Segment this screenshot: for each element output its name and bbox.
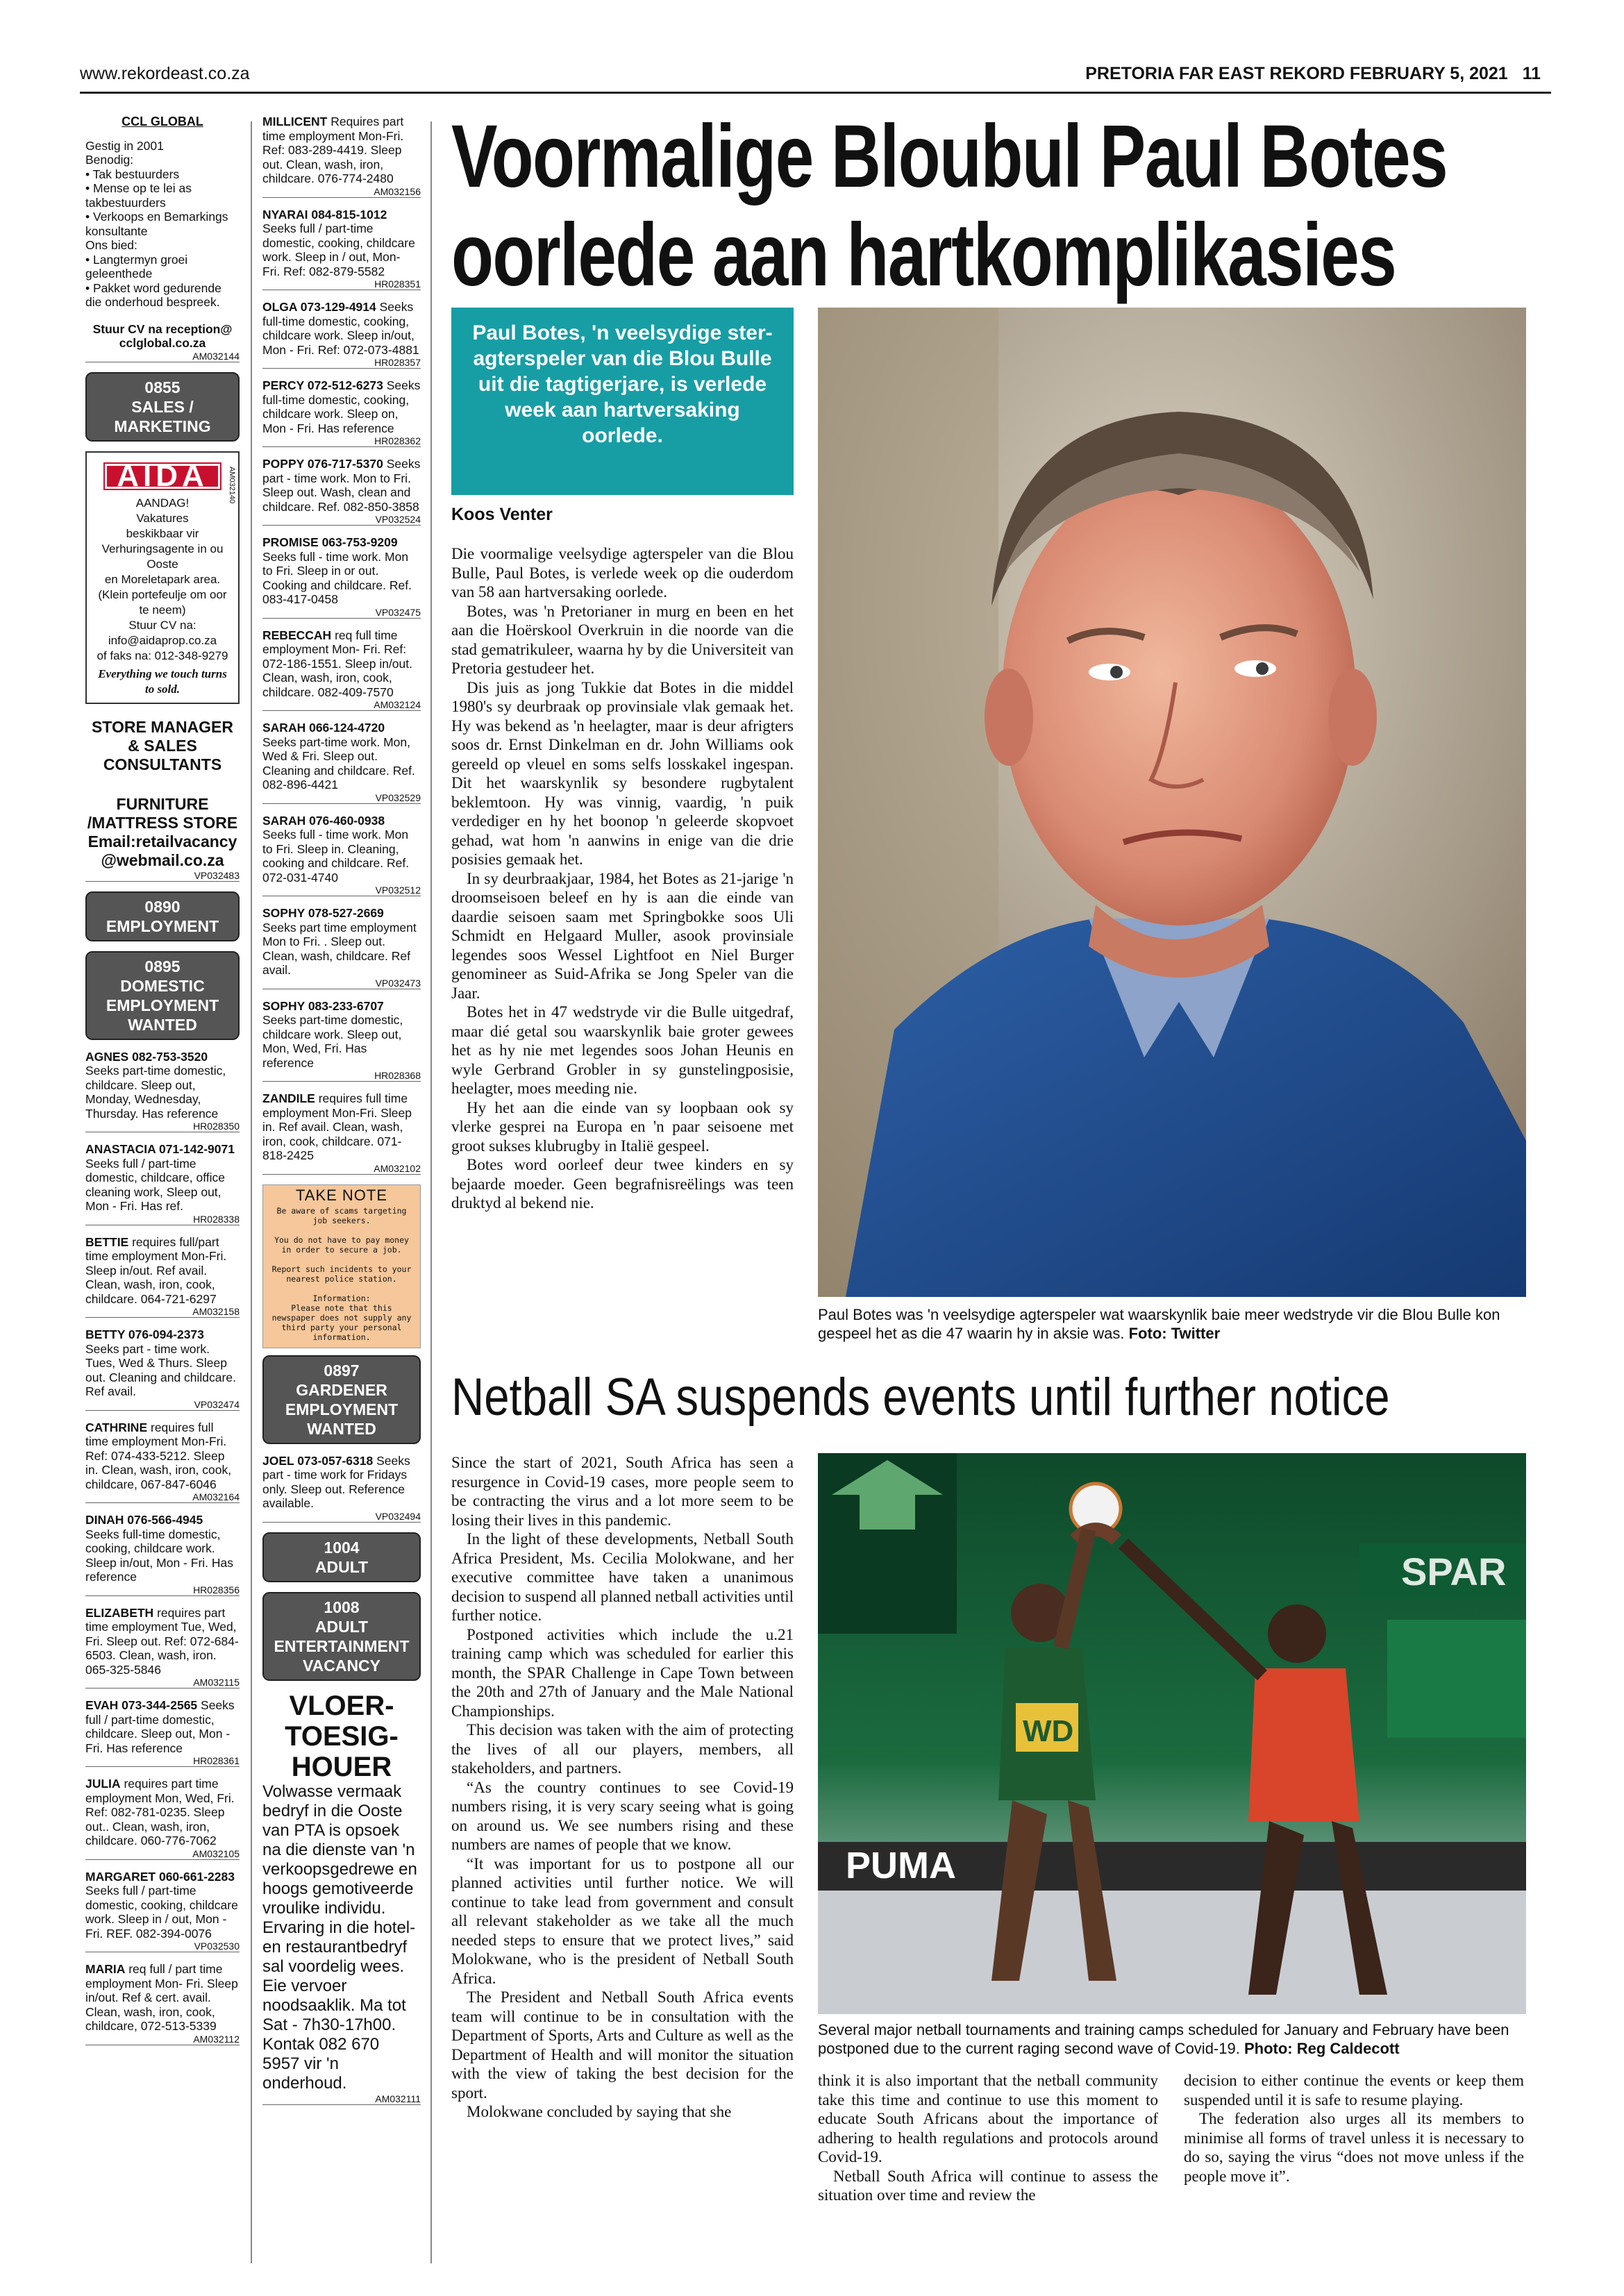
vloer-body: Volwasse vermaak bedryf in die Ooste van PTA is opsoek na die dienste van 'n verkoopsgedrewe en hoogs gemotiveerde vroulike individu. Ervaring in die hotel- en restaurantbedryf sal voordelig wees. Eie vervoer noodsaaklik. Ma tot Sat - 7h30-17h00. Kontak 082 670 5957 vir 'n onderhoud. <box>262 1782 417 2093</box>
classifieds-column-2 <box>262 115 421 2115</box>
ad-reference: VP032474 <box>85 1399 240 1411</box>
website-url[interactable]: www.rekordeast.co.za <box>80 64 250 83</box>
category-label: 1004 ADULT <box>315 1538 369 1576</box>
ad-text: req full / part time employment Mon- Fri. Sleep in/out. Ref & cert. avail. Clean, wash, iron, cook, childcare, 072-513-5339 <box>85 1962 238 2033</box>
ad-name: ELIZABETH <box>85 1605 154 1620</box>
list-item <box>85 1777 240 1860</box>
list-item <box>85 1962 240 2045</box>
article-paragraph: Molokwane concluded by saying that she <box>467 2103 732 2120</box>
ccl-ad <box>85 115 240 362</box>
ad-reference: VP032475 <box>262 607 421 619</box>
ad-reference: VP032512 <box>262 885 421 896</box>
list-item <box>262 628 421 712</box>
article-paragraph: decision to either continue the events or keep them suspended until it is safe to resume playing. <box>1184 2072 1524 2109</box>
page-number: 11 <box>1522 64 1541 83</box>
ad-name: AGNES 082-753-3520 <box>85 1049 208 1064</box>
ad-reference: HR028357 <box>262 357 421 369</box>
ad-reference: AM032111 <box>262 2093 421 2105</box>
domestic-ads-list <box>85 1050 240 2045</box>
list-item <box>262 300 421 369</box>
ad-reference: HR028368 <box>262 1070 421 1082</box>
column-rule <box>251 121 252 2263</box>
ad-reference: VP032473 <box>262 978 421 989</box>
take-note-title: TAKE NOTE <box>295 1186 388 1204</box>
list-item <box>85 1698 240 1767</box>
category-label: 0890 EMPLOYMENT <box>106 897 219 935</box>
ad-reference: VP032483 <box>85 870 240 882</box>
ad-name: PROMISE 063-753-9209 <box>262 535 398 549</box>
aida-body: AANDAG! Vakatures beskikbaar vir Verhuringsagente in ou Ooste en Moreletapark area. (Klein portefeulje om oor te neem) Stuur CV na: info@aidaprop.co.za of faks na: 012-348-9279 <box>97 496 228 662</box>
ad-reference: AM032105 <box>85 1848 240 1860</box>
category-0855[interactable] <box>85 372 240 442</box>
store-title: STORE MANAGER & SALES CONSULTANTS <box>91 717 234 773</box>
article-body-column-2 <box>818 2071 1158 2205</box>
category-label: 0855 SALES / MARKETING <box>114 378 211 435</box>
ad-text: requires full time employment Mon-Fri. Ref: 074-433-5212. Sleep in. Clean, wash, iron, cook, childcare, 067-847-6046 <box>85 1420 232 1491</box>
ad-text: Seeks full / part-time domestic, cooking, childcare work. Sleep in / out, Mon- Fri. Ref: 082-879-5582 <box>262 221 415 278</box>
category-0895[interactable] <box>85 951 240 1040</box>
ad-name: EVAH 073-344-2565 <box>85 1698 198 1712</box>
ad-name: SOPHY 083-233-6707 <box>262 998 384 1013</box>
list-item <box>85 1421 240 1504</box>
classifieds-column-1 <box>85 115 240 2055</box>
ad-reference: VP032529 <box>262 792 421 804</box>
ad-name: PERCY 072-512-6273 <box>262 378 383 392</box>
banner-sponsor: SPAR <box>1401 1550 1507 1593</box>
ad-name: CATHRINE <box>85 1420 148 1434</box>
ccl-contact: Stuur CV na reception@ cclglobal.co.za <box>92 321 233 350</box>
ad-text: requires full time employment Mon-Fri. Sleep in. Ref avail. Clean, wash, iron, cook, childcare. 071-818-2425 <box>262 1091 412 1162</box>
category-label: 0897 GARDENER EMPLOYMENT WANTED <box>285 1361 399 1438</box>
photo-caption <box>818 1305 1526 1343</box>
ad-text: Seeks full / part-time domestic, childcare, office cleaning work, Sleep out, Mon - Fri. Has ref. <box>85 1156 226 1213</box>
ad-text: Seeks part-time domestic, childcare. Sleep out, Monday, Wednesday, Thursday. Has reference <box>85 1064 226 1121</box>
ccl-title: CCL GLOBAL <box>122 115 203 128</box>
category-1008[interactable] <box>262 1592 421 1681</box>
ad-text: Seeks full - time work. Mon to Fri. Sleep in or out. Cooking and childcare. Ref. 083-417-0458 <box>262 549 412 606</box>
photo-credit: Foto: Twitter <box>1128 1325 1221 1342</box>
list-item <box>262 814 421 897</box>
ad-text: Seeks full / part-time domestic, cooking, childcare work. Sleep in / out, Mon - Fri. REF. 082-394-0076 <box>85 1884 238 1941</box>
vloer-title: VLOER- TOESIG- HOUER <box>285 1690 399 1782</box>
ad-name: JOEL 073-057-6318 <box>262 1453 374 1468</box>
category-1004[interactable] <box>262 1532 421 1582</box>
ad-name: BETTY 076-094-2373 <box>85 1327 204 1341</box>
ad-name: SOPHY 078-527-2669 <box>262 906 384 920</box>
player-bib: WD <box>1023 1714 1074 1748</box>
ad-name: POPPY 076-717-5370 <box>262 457 383 471</box>
category-0890[interactable] <box>85 891 240 941</box>
ad-name: MILLICENT <box>262 115 328 128</box>
list-item <box>262 1454 421 1523</box>
article-paragraph: In sy deurbraakjaar, 1984, het Botes as 21-jarige 'n droomseisoen beleef en hy is aan die einde van daardie seisoen saam met Springbokke soos Uli Schmidt en Helgaard Muller, asook provinsiale legendes soos Wessel Lightfoot en Niel Burger genomineer as Suid-Afrika se Jong Speler van die Jaar. <box>451 869 794 1002</box>
header-rule <box>80 92 1551 94</box>
category-0897[interactable] <box>262 1355 421 1444</box>
ad-text: Seeks full - time work. Mon to Fri. Sleep in. Cleaning, cooking and childcare. Ref. 072-031-4740 <box>262 828 410 885</box>
photo-credit: Photo: Reg Caldecott <box>1244 2040 1400 2057</box>
article-paragraph: “It was important for us to postpone all our planned activities until further notice. We will continue to take lead from government and consult all relevant stakeholder as we take all the much needed steps to ensure that we protect lives,” said Molokwane, who is the president of Netball South Africa. <box>451 1854 794 1987</box>
ad-text: Seeks part-time work. Mon, Wed & Fri. Sleep out. Cleaning and childcare. Ref. 082-896-4421 <box>262 735 415 791</box>
ad-reference: AM032112 <box>85 2034 240 2045</box>
article-body <box>451 544 794 1213</box>
article-paragraph: Dis juis as jong Tukkie dat Botes in die middel 1980's sy deurbraak op provinsiale vlak gemaak het. Hy was bekend as 'n heelagter, maar is deur afrigters soos dr. Ernst Dinkelman en dr. John Williams ook gereeld op vleuel en soms selfs losskakel ingespan. Dit het waarskynlik sy besondere rugbytalent beklemtoon. Hy was vinnig, vaardig, 'n puik verdediger en hy het boonop 'n geleerde skopvoet gehad, wat hom 'n aanwins in enige van die drie posisies gemaak het. <box>451 678 794 868</box>
ad-name: JULIA <box>85 1777 121 1791</box>
ad-reference: HR028361 <box>85 1755 240 1767</box>
article-body-column-1 <box>451 1453 794 2122</box>
list-item <box>262 999 421 1082</box>
photo-caption <box>818 2020 1526 2058</box>
caption-text: Several major netball tournaments and training camps scheduled for January and February have been postponed due to the current raging second wave of Covid-19. <box>818 2021 1509 2057</box>
list-item <box>85 1235 240 1318</box>
ad-text: Seeks part-time domestic, childcare work. Sleep out, Mon, Wed, Fri. Has reference <box>262 1013 403 1070</box>
ad-reference: HR028338 <box>85 1214 240 1225</box>
ccl-body: Gestig in 2001 Benodig: • Tak bestuurders • Mense op te lei as takbestuurders • Verkoops en Bemarkings konsultante Ons bied: • Langtermyn groei geleenthede • Pakket word gedurende die onderhoud bespreek. <box>85 138 228 309</box>
take-note-box <box>262 1184 421 1348</box>
ad-reference: AM032164 <box>85 1491 240 1503</box>
category-label: 1008 ADULT ENTERTAINMENT VACANCY <box>274 1598 410 1675</box>
ad-reference: AM032115 <box>85 1677 240 1689</box>
ad-reference: AM032124 <box>262 699 421 711</box>
ad-text: Requires part time employment Mon-Fri. Ref: 083-289-4419. Sleep out. Clean, wash, iron, childcare. 076-774-2480 <box>262 115 404 185</box>
ad-reference: AM032158 <box>85 1306 240 1318</box>
ad-name: NYARAI 084-815-1012 <box>262 207 387 221</box>
ad-name: REBECCAH <box>262 628 332 642</box>
ad-reference: HR028356 <box>85 1584 240 1596</box>
article-paragraph: Hy het aan die einde van sy loopbaan ook sy vlerke gesprei na Europa en 'n paar seisoene met groot sukses klubrugby in Italië gespeel. <box>451 1098 794 1155</box>
list-item <box>262 1091 421 1175</box>
ad-reference: AM032102 <box>262 1163 421 1175</box>
article-paragraph: Postponed activities which include the u.21 training camp which was scheduled for earlier this month, the SPAR Challenge in Cape Town between the 20th and 27th of January and the Male National Championships. <box>451 1625 794 1720</box>
article-paragraph: In the light of these developments, Netball South Africa President, Ms. Cecilia Molokwane, and her executive committee have taken a unanimous decision to suspend all planned netball activities until further notice. <box>451 1530 794 1624</box>
domestic-ads-list <box>262 115 421 1175</box>
botes-photo <box>818 308 1526 1297</box>
netball-photo <box>818 1453 1526 2014</box>
ad-text: Seeks full-time domestic, cooking, childcare work. Sleep on, Mon - Fri. Has reference <box>262 378 421 435</box>
store-body: FURNITURE /MATTRESS STORE Email:retailvacancy @webmail.co.za <box>87 794 238 869</box>
publication-date: PRETORIA FAR EAST REKORD FEBRUARY 5, 2021 <box>1085 64 1508 83</box>
list-item <box>85 1327 240 1411</box>
store-ad <box>85 718 240 882</box>
aida-slogan: Everything we touch turns to sold. <box>98 667 227 696</box>
article-paragraph: Botes, was 'n Pretorianer in murg en been en het aan die Hoërskool Overkruin in die noorde van die stad gematrikuleer, waarna hy by die Universiteit van Pretoria gestudeer het. <box>451 602 794 677</box>
article-headline: Netball SA suspends events until further notice <box>451 1368 1390 1427</box>
article-paragraph: The federation also urges all its members to minimise all forms of travel unless it is necessary to do so, saying the virus “does not move unless if the people move it”. <box>1184 2110 1524 2185</box>
article-paragraph: This decision was taken with the aim of protecting the lives of all our players, members, all stakeholders, and partners. <box>451 1721 794 1777</box>
list-item <box>262 457 421 526</box>
category-label: 0895 DOMESTIC EMPLOYMENT WANTED <box>106 957 219 1034</box>
headline-line-1: Voormalige Bloubul Paul Botes <box>451 107 1448 206</box>
list-item <box>262 906 421 989</box>
ad-name: OLGA 073-129-4914 <box>262 300 376 314</box>
column-rule <box>430 121 432 2263</box>
portrait-illustration <box>818 308 1526 1297</box>
ad-reference: HR028362 <box>262 435 421 447</box>
article-paragraph: Since the start of 2021, South Africa has seen a resurgence in Covid-19 cases, more people seem to be contracting the virus and a lot more seem to be losing their lives in this pandemic. <box>451 1454 794 1529</box>
article-deck: Paul Botes, 'n veelsydige ster-agterspeler van die Blou Bulle uit die tagtigerjare, is verlede week aan hartversaking oorlede. <box>451 308 794 495</box>
ad-name: SARAH 076-460-0938 <box>262 813 385 828</box>
article-paragraph: Botes word oorleef deur twee kinders en sy bejaarde moeder. Geen begrafnisreëlings was teen druktyd al bekend nie. <box>451 1156 794 1212</box>
list-item <box>85 1870 240 1953</box>
article-body-column-3 <box>1184 2071 1524 2186</box>
article-paragraph: “As the country continues to see Covid-19 numbers rising, it is very scary seeing what is going on around us. We see numbers rising and these numbers are names of people that we know. <box>451 1778 794 1853</box>
ad-reference: AM032144 <box>85 351 240 362</box>
list-item <box>262 115 421 198</box>
ad-name: ANASTACIA 071-142-9071 <box>85 1142 235 1156</box>
ad-reference: AM032156 <box>262 186 421 198</box>
article-headline <box>451 108 1447 305</box>
take-note-body: Be aware of scams targeting job seekers. You do not have to pay money in order to secure a job. Report such incidents to your nearest police station. Information: Please note that this newspaper does not supply any third party your personal information. <box>271 1205 412 1342</box>
publication-header <box>1085 64 1541 84</box>
ad-reference: VP032530 <box>85 1941 240 1952</box>
aida-logo: AIDA <box>105 464 220 489</box>
ad-reference: AM032140 <box>228 466 236 503</box>
list-item <box>85 1606 240 1689</box>
ad-text: requires part time employment Mon, Wed, Fri. Ref: 082-781-0235. Sleep out.. Clean, wash, iron, childcare. 060-776-7062 <box>85 1777 235 1847</box>
ad-text: Seeks part - time work. Mon to Fri. Sleep out. Wash, clean and childcare. Ref. 082-850-3858 <box>262 457 421 514</box>
ad-text: Seeks full-time domestic, cooking, childcare work. Sleep in/out, Mon - Fri. Has reference <box>85 1527 233 1584</box>
netball-illustration <box>818 1453 1526 2014</box>
ad-reference: VP032524 <box>262 514 421 526</box>
ad-name: DINAH 076-566-4945 <box>85 1513 203 1527</box>
ad-reference: HR028351 <box>262 278 421 290</box>
headline-line-2: oorlede aan hartkomplikasies <box>451 206 1396 305</box>
board-brand: PUMA <box>846 1845 956 1886</box>
caption-text: Paul Botes was 'n veelsydige agterspeler wat waarskynlik baie meer wedstryde vir die Blou Bulle kon gespeel het as die 47 waarin hy in aksie was. <box>818 1306 1500 1342</box>
ad-reference: VP032494 <box>262 1511 421 1523</box>
ad-text: Seeks full-time domestic, cooking, childcare work. Sleep in/out, Mon - Fri. Ref: 072-073-4881 <box>262 300 419 357</box>
ad-name: BETTIE <box>85 1234 129 1249</box>
ad-name: MARIA <box>85 1962 126 1976</box>
article-paragraph: Botes het in 47 wedstryde vir die Bulle uitgedraf, maar dié getal sou waarskynlik baie groter gewees het as hy nie met legendes soos Johan Heunis en wyle Gerbrand Grobler in sy gunstelingposisie, heelagter, moes meeding nie. <box>451 1003 794 1097</box>
article-byline: Koos Venter <box>451 505 553 524</box>
ad-name: ZANDILE <box>262 1091 315 1105</box>
ad-text: requires full/part time employment Mon-Fri. Sleep in/out. Ref avail. Clean, wash, iron, cook, childcare. 064-721-6297 <box>85 1234 227 1306</box>
list-item <box>262 378 421 447</box>
list-item <box>85 1513 240 1596</box>
list-item <box>262 208 421 291</box>
article-paragraph: Netball South Africa will continue to assess the situation over time and review the <box>818 2167 1158 2204</box>
list-item <box>262 535 421 619</box>
ad-name: SARAH 066-124-4720 <box>262 721 385 735</box>
list-item <box>85 1142 240 1225</box>
ad-text: Seeks full / part-time domestic, childcare. Sleep out, Mon - Fri. Has reference <box>85 1698 235 1755</box>
ad-text: req full time employment Mon- Fri. Ref: 072-186-1551. Sleep in/out. Clean, wash, iron, cook, childcare. 082-409-7570 <box>262 628 412 699</box>
ad-reference: HR028350 <box>85 1121 240 1132</box>
article-paragraph: The President and Netball South Africa events team will continue to be in consultation with the Department of Sports, Arts and Culture as well as the Department of Health and will monitor the situation with the view of taking the best decision for the sport. <box>451 1988 794 2102</box>
ad-text: Seeks part - time work. Tues, Wed & Thurs. Sleep out. Cleaning and childcare. Ref avail. <box>85 1341 236 1398</box>
list-item <box>262 721 421 804</box>
ad-name: MARGARET 060-661-2283 <box>85 1869 235 1884</box>
article-paragraph: Die voormalige veelsydige agterspeler van die Blou Bulle, Paul Botes, is verlede week op die ouderdom van 58 aan hartversaking oorlede. <box>451 545 794 601</box>
ad-text: Seeks part time employment Mon to Fri. . Sleep out. Clean, wash, childcare. Ref avail. <box>262 920 417 977</box>
ad-text: requires part time employment Tue, Wed, Fri. Sleep out. Ref: 072-684-6503. Clean, wash, iron. 065-325-5846 <box>85 1605 239 1677</box>
article-paragraph: think it is also important that the netball community take this time and continue to use this moment to educate South Africans about the importance of adhering to health regulations and protocols around Covid-19. <box>818 2072 1158 2165</box>
list-item <box>85 1050 240 1133</box>
ad-text: Seeks part - time work for Fridays only. Sleep out. Reference available. <box>262 1453 410 1510</box>
aida-ad <box>85 451 240 704</box>
